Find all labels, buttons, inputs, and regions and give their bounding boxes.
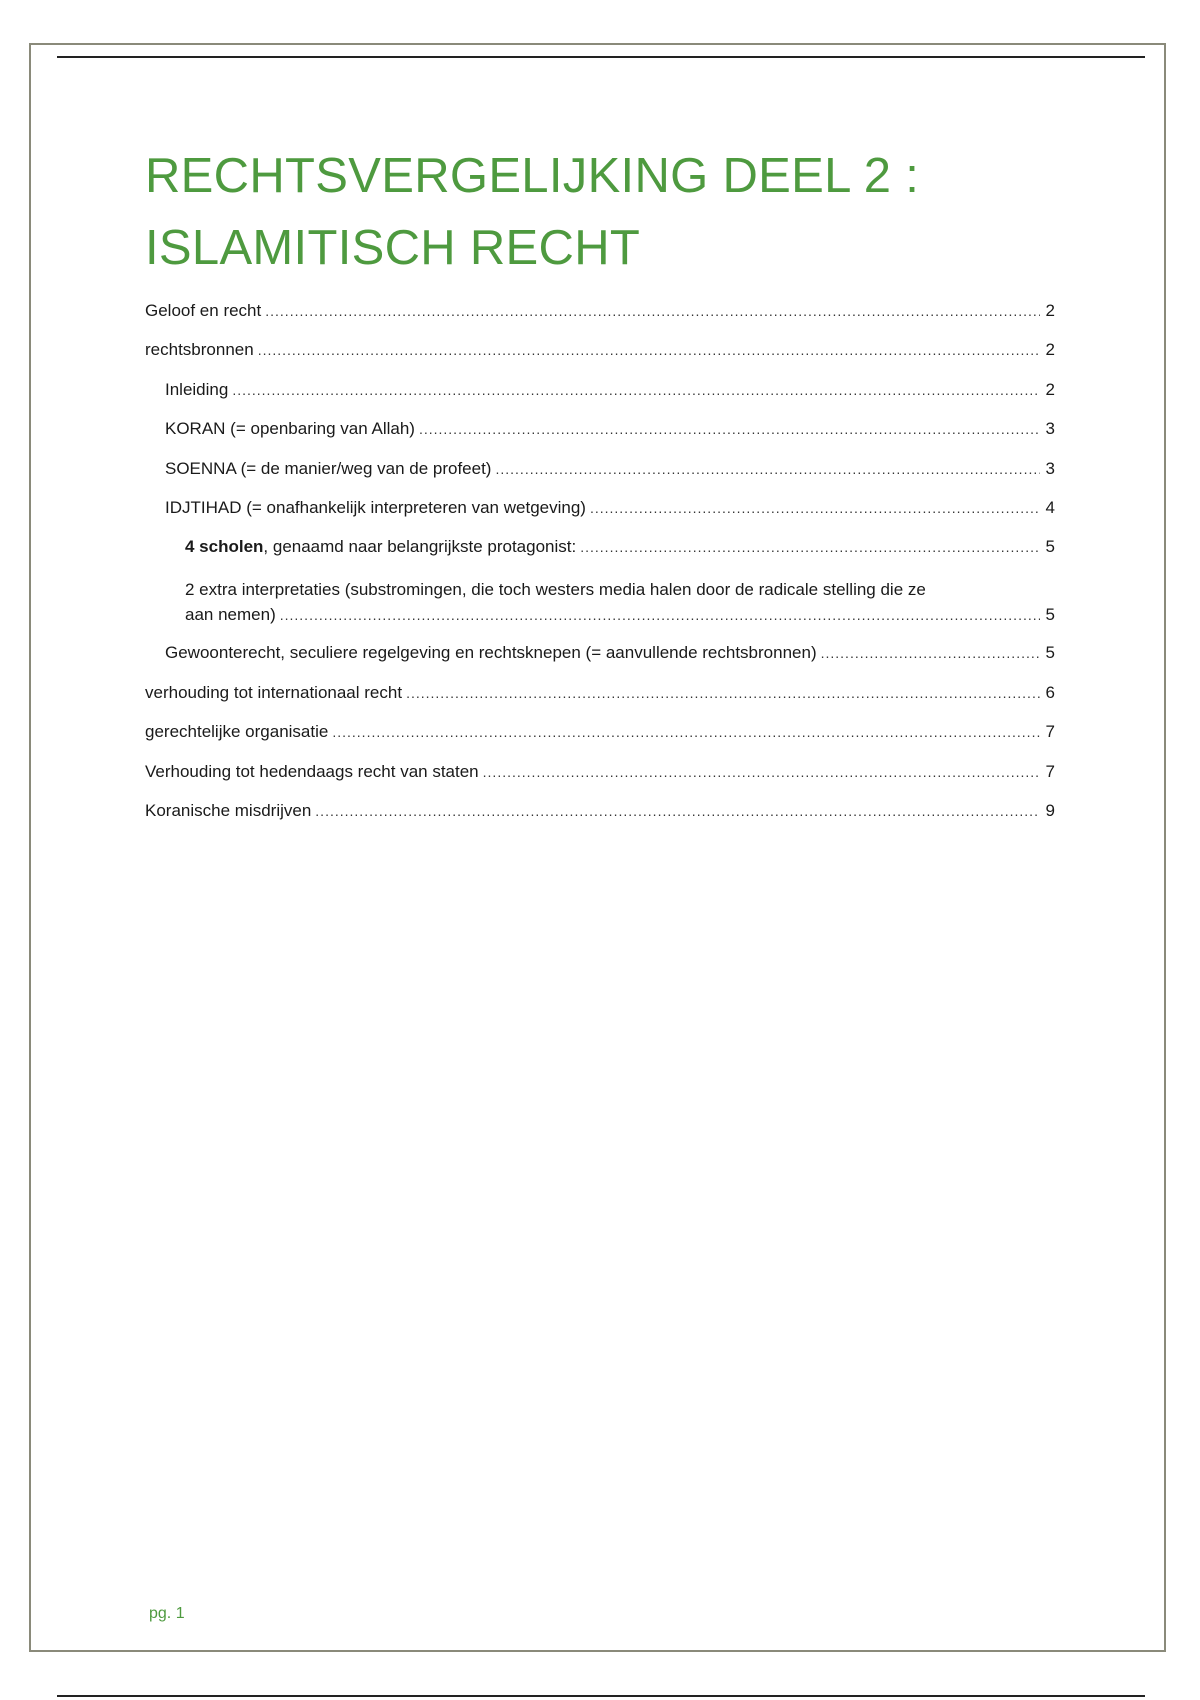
- toc-entry-bold-label: 4 scholen: [185, 537, 264, 557]
- toc-page-number: 7: [1045, 722, 1055, 742]
- toc-page-number: 2: [1045, 301, 1055, 320]
- toc-entry-2-extra-interpretaties[interactable]: [145, 576, 1055, 626]
- toc-leader-dots: [419, 419, 1040, 441]
- toc-entry-label: 2 extra interpretaties (substromingen, die toch westers media halen door de radicale stelling die ze: [185, 579, 926, 599]
- toc-entry-label: Koranische misdrijven: [145, 800, 312, 820]
- toc-entry-4-scholen[interactable]: [145, 536, 1055, 559]
- next-page-header-rule: [57, 1695, 1145, 1697]
- toc-entry-label: Verhouding tot hedendaags recht van staten: [145, 761, 479, 781]
- toc-entry-geloof-en-recht[interactable]: [145, 300, 1055, 323]
- toc-entry-label: IDJTIHAD (= onafhankelijk interpreteren van wetgeving): [165, 497, 586, 517]
- toc-entry-inleiding[interactable]: [145, 379, 1055, 402]
- footer-page-number: pg. 1: [149, 1605, 185, 1622]
- toc-page-number: 2: [1045, 379, 1055, 399]
- toc-entry-continuation: [185, 604, 1055, 626]
- toc-leader-dots: [483, 762, 1040, 784]
- toc-entry-label: gerechtelijke organisatie: [145, 722, 329, 742]
- toc-leader-dots: [280, 604, 1040, 626]
- toc-leader-dots: [821, 643, 1040, 665]
- toc-entry-recht-van-staten[interactable]: [145, 761, 1055, 784]
- toc-leader-dots: [258, 340, 1040, 362]
- toc-entry-soenna[interactable]: [145, 458, 1055, 481]
- toc-entry-label-cont: aan nemen): [185, 604, 276, 624]
- toc-entry-gerechtelijke-organisatie[interactable]: [145, 721, 1055, 744]
- title-line-2: ISLAMITISCH RECHT: [145, 221, 641, 275]
- toc-page-number: 9: [1045, 800, 1055, 820]
- document-title: [145, 140, 1095, 284]
- toc-leader-dots: [580, 537, 1040, 559]
- toc-entry-rechtsbronnen[interactable]: [145, 339, 1055, 362]
- title-line-1: RECHTSVERGELIJKING DEEL 2 :: [145, 149, 920, 203]
- toc-entry-label: rechtsbronnen: [145, 340, 254, 360]
- toc-page-number: 5: [1045, 537, 1055, 557]
- toc-entry-label: verhouding tot internationaal recht: [145, 682, 403, 702]
- toc-page-number: 5: [1045, 604, 1055, 624]
- table-of-contents: [145, 300, 1055, 839]
- toc-leader-dots: [406, 683, 1040, 705]
- toc-entry-label: Gewoonterecht, seculiere regelgeving en rechtsknepen (= aanvullende rechtsbronnen): [165, 643, 817, 663]
- toc-entry-label: [185, 536, 576, 558]
- toc-entry-koranische-misdrijven[interactable]: [145, 800, 1055, 823]
- toc-entry-label: SOENNA (= de manier/weg van de profeet): [165, 458, 492, 478]
- toc-leader-dots: [495, 459, 1040, 481]
- toc-entry-label-rest: , genaamd naar belangrijkste protagonist:: [263, 537, 577, 557]
- header-rule: [57, 56, 1145, 58]
- toc-leader-dots: [265, 301, 1040, 323]
- toc-page-number: 5: [1045, 643, 1055, 663]
- toc-entry-koran[interactable]: [145, 418, 1055, 441]
- toc-entry-idjtihad[interactable]: [145, 497, 1055, 520]
- page-border: [29, 43, 1166, 1652]
- toc-page-number: 3: [1045, 458, 1055, 478]
- toc-entry-label: Inleiding: [165, 379, 229, 399]
- toc-leader-dots: [232, 380, 1040, 402]
- toc-page-number: 7: [1045, 761, 1055, 781]
- toc-page-number: 2: [1045, 340, 1055, 360]
- toc-entry-label: KORAN (= openbaring van Allah): [165, 419, 415, 439]
- toc-entry-label: Geloof en recht: [145, 301, 262, 320]
- toc-page-number: 4: [1045, 497, 1055, 517]
- toc-leader-dots: [332, 722, 1040, 744]
- toc-page-number: 6: [1045, 682, 1055, 702]
- toc-page-number: 3: [1045, 419, 1055, 439]
- toc-leader-dots: [590, 498, 1040, 520]
- toc-leader-dots: [315, 801, 1040, 823]
- toc-entry-gewoonterecht[interactable]: [145, 642, 1055, 665]
- toc-entry-internationaal-recht[interactable]: [145, 682, 1055, 705]
